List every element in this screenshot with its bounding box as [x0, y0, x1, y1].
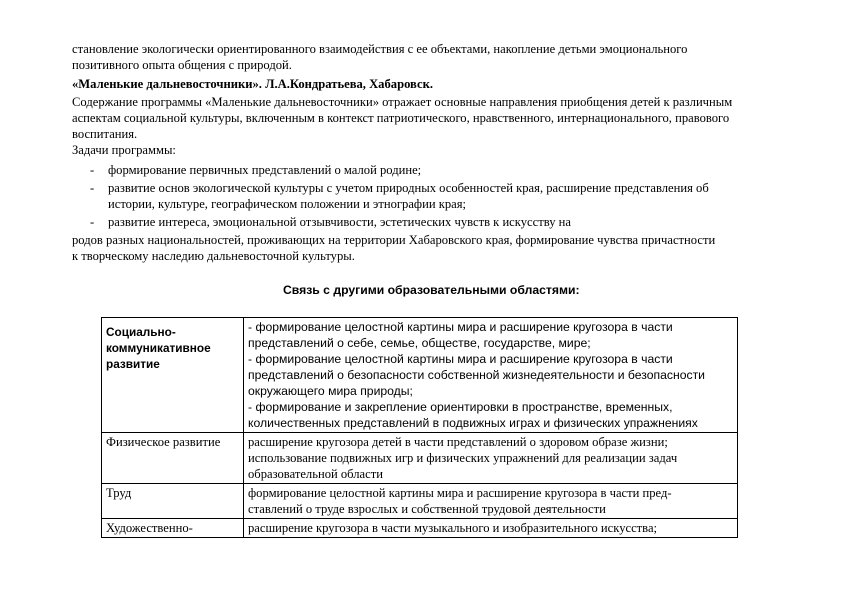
list-item: истории, культуре, географическом положении и этнографии края;	[108, 197, 467, 211]
area-label: Труд	[106, 486, 132, 500]
content-line: использование подвижных игр и физических упражнений для реализации задач	[248, 451, 678, 465]
content-line: окружающего мира природы;	[248, 384, 413, 398]
area-label: Социально-	[106, 325, 176, 339]
area-cell	[102, 318, 244, 433]
table-row	[102, 433, 738, 484]
table-row	[102, 318, 738, 433]
paragraph-line: аспектам социальной культуры, включенным в контекст патриотического, нравственного, интернационального, правового	[72, 111, 730, 125]
program-title: «Маленькие дальневосточники». Л.А.Кондратьева, Хабаровск.	[72, 77, 434, 91]
paragraph-line: Содержание программы «Маленькие дальневосточники» отражает основные направления приобщения детей к различным	[72, 95, 733, 109]
content-line: расширение кругозора в части музыкального и изобразительного искусства;	[248, 521, 658, 535]
content-line: представлений о себе, семье, обществе, государстве, мире;	[248, 336, 591, 350]
area-cell	[102, 484, 244, 519]
content-line: количественных представлений в подвижных играх и физических упражнениях	[248, 416, 698, 430]
area-label: Физическое развитие	[106, 435, 221, 449]
content-cell	[244, 433, 738, 484]
content-cell	[244, 484, 738, 519]
content-line: образовательной области	[248, 467, 383, 481]
area-cell	[102, 433, 244, 484]
area-label: развитие	[106, 357, 160, 371]
paragraph-line: к творческому наследию дальневосточной культуры.	[72, 249, 355, 263]
content-line: формирование целостной картины мира и расширение кругозора в части пред-	[248, 486, 672, 500]
content-line: ставлений о труде взрослых и собственной трудовой деятельности	[248, 502, 606, 516]
content-line: расширение кругозора детей в части представлений о здоровом образе жизни;	[248, 435, 668, 449]
content-line: представлений о безопасности собственной жизнедеятельности и безопасности	[248, 368, 705, 382]
list-item: формирование первичных представлений о малой родине;	[108, 163, 422, 177]
area-label: коммуникативное	[106, 341, 211, 355]
list-bullet: -	[90, 181, 95, 195]
table-row	[102, 484, 738, 519]
content-cell	[244, 519, 738, 538]
section-heading: Связь с другими образовательными областями:	[283, 283, 580, 297]
area-label: Художественно-	[106, 521, 193, 535]
paragraph-line: воспитания.	[72, 127, 138, 141]
area-cell	[102, 519, 244, 538]
relations-table	[101, 317, 738, 538]
list-bullet: -	[90, 163, 95, 177]
list-item: развитие интереса, эмоциональной отзывчивости, эстетических чувств к искусству на	[108, 215, 571, 229]
content-line: - формирование целостной картины мира и расширение кругозора в части	[248, 352, 673, 366]
content-line: - формирование целостной картины мира и расширение кругозора в части	[248, 320, 673, 334]
list-bullet: -	[90, 215, 95, 229]
paragraph-line: становление экологически ориентированного взаимодействия с ее объектами, накопление детьми эмоционального	[72, 42, 688, 56]
content-cell	[244, 318, 738, 433]
table-row	[102, 519, 738, 538]
list-item: развитие основ экологической культуры с учетом природных особенностей края, расширение представления об	[108, 181, 709, 195]
tasks-heading: Задачи программы:	[72, 143, 176, 157]
paragraph-line: родов разных национальностей, проживающих на территории Хабаровского края, формирование чувства причастности	[72, 233, 716, 247]
paragraph-line: позитивного опыта общения с природой.	[72, 58, 292, 72]
content-line: - формирование и закрепление ориентировки в пространстве, временных,	[248, 400, 673, 414]
